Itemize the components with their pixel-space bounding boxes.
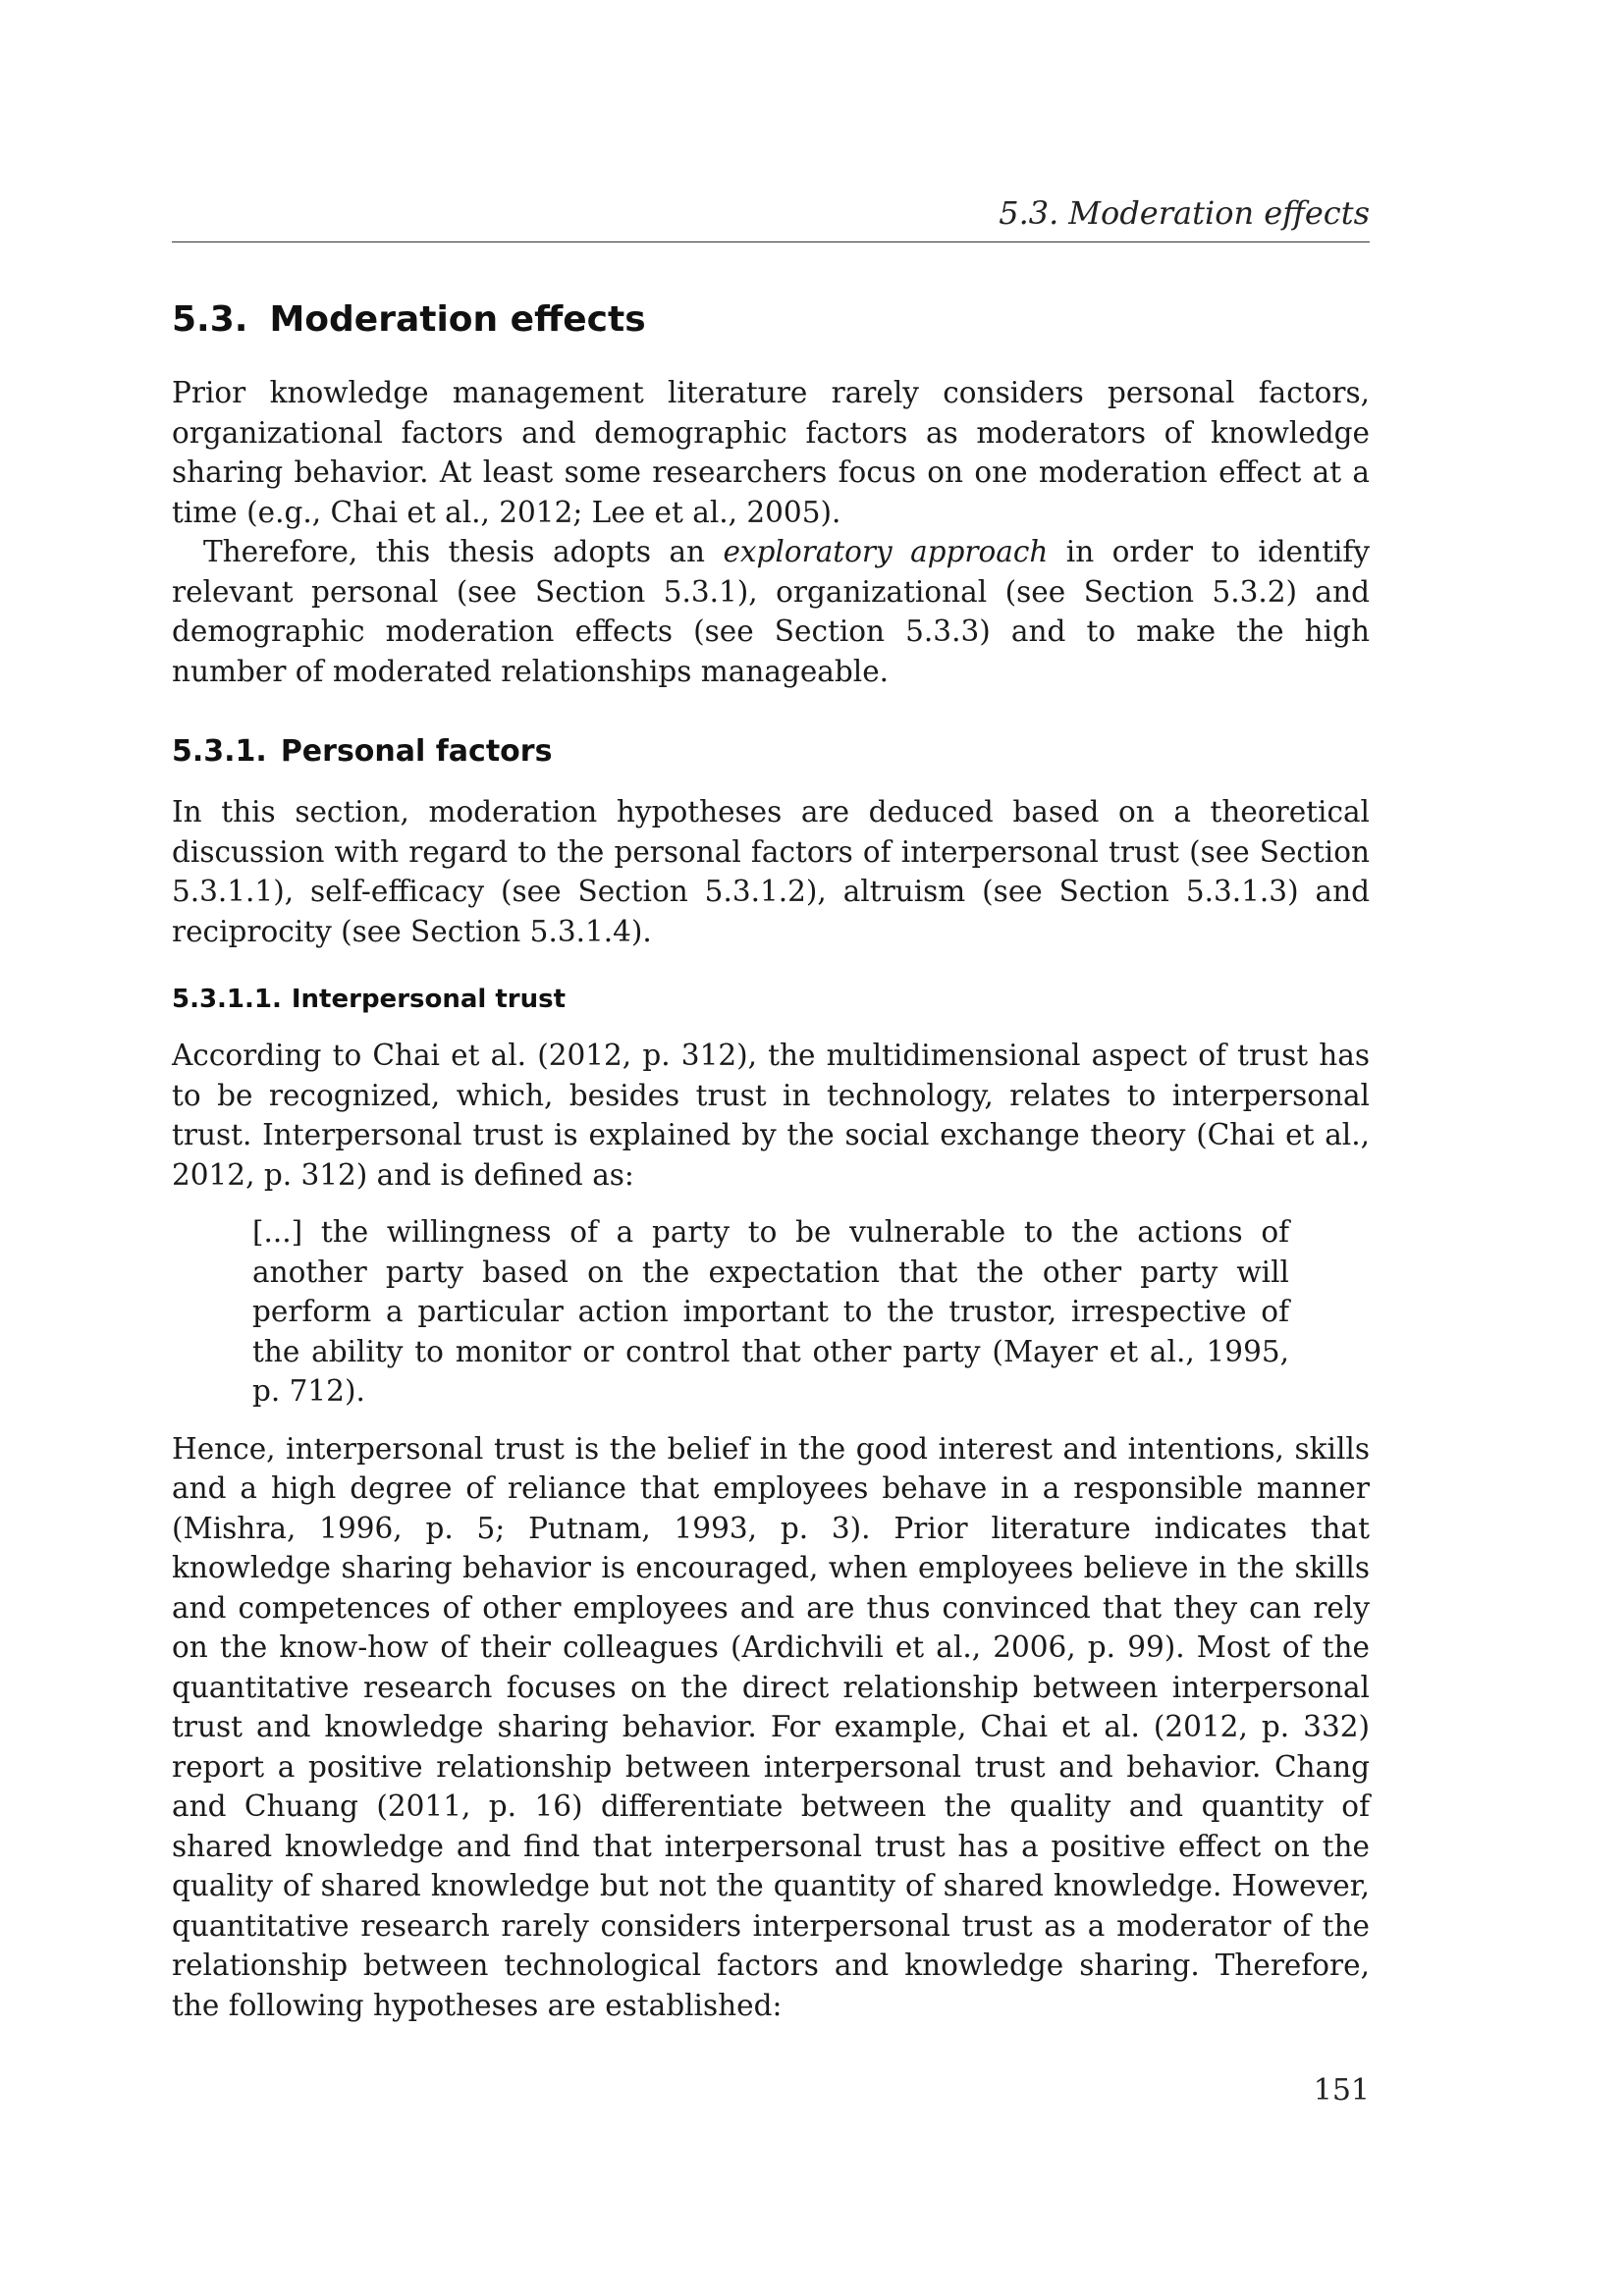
- book-page: [172, 0, 1370, 2296]
- subsubsection-paragraph-2: Hence, interpersonal trust is the belief in the good interest and intentions, skills and a high degree of reliance that employees behave in a responsible manner (Mishra, 1996, p. 5; Putnam, 1993, p. 3). Prior literature indicates that knowledge sharing behavior is encouraged, when employees believe in the skills and competences of other employees and are thus convinced that they can rely on the know-how of their colleagues (Ardichvili et al., 2006, p. 99). Most of the quantitative research focuses on the direct relationship between interpersonal trust and knowledge sharing behavior. For example, Chai et al. (2012, p. 332) report a positive relationship between interpersonal trust and behavior. Chang and Chuang (2011, p. 16) differentiate between the quality and quantity of shared knowledge and find that interpersonal trust has a positive effect on the quality of shared knowledge but not the quantity of shared knowledge. However, quantitative research rarely considers interpersonal trust as a moderator of the relationship between technological factors and knowledge sharing. Therefore, the following hypotheses are established:: [172, 1431, 1370, 2022]
- running-head-number: 5.3.: [999, 194, 1059, 232]
- page-body: [172, 299, 1370, 2025]
- subsubsection-title: Interpersonal trust: [291, 985, 567, 1014]
- running-head-title: Moderation effects: [1068, 194, 1370, 232]
- quote-text: [...] the willingness of a party to be vulnerable to the actions of another party based on the expectation that the other party will perform a particular action important to the trustor, irrespective of the ability to monitor or control that other party (Mayer et al., 1995, p. 712).: [252, 1215, 1289, 1408]
- header-rule: [172, 241, 1370, 242]
- page-number: 151: [1313, 2073, 1370, 2108]
- section-paragraph-1: Prior knowledge management literature rarely considers personal factors, organizational factors and demographic factors as moderators of knowledge sharing behavior. At least some researchers focus on one moderation effect at a time (e.g., Chai et al., 2012; Lee et al., 2005).: [172, 376, 1370, 529]
- running-head: [999, 194, 1370, 232]
- section-heading: [172, 299, 1370, 340]
- section-paragraph-2-end: in order to identify relevant personal (see Section 5.3.1), organizational (see Section 5.3.2) and demographic moderation effects (see Section 5.3.3) and to make the high number of moderated relationships manageable.: [172, 535, 1370, 688]
- section-paragraph-2: [172, 532, 1370, 691]
- subsubsection-paragraph-1: According to Chai et al. (2012, p. 312), the multidimensional aspect of trust has to be recognized, which, besides trust in technology, relates to interpersonal trust. Interpersonal trust is explained by the social exchange theory (Chai et al., 2012, p. 312) and is defined as:: [172, 1039, 1370, 1192]
- subsection-heading: [172, 734, 1370, 769]
- definition-quote: [252, 1212, 1289, 1412]
- section-title: Moderation effects: [269, 299, 646, 340]
- emphasis-exploratory-approach: exploratory approach: [723, 535, 1049, 568]
- subsection-title: Personal factors: [280, 734, 553, 769]
- subsection-paragraph-1: In this section, moderation hypotheses are deduced based on a theoretical discussion with regard to the personal factors of interpersonal trust (see Section 5.3.1.1), self-efficacy (see Section 5.3.1.2), altruism (see Section 5.3.1.3) and reciprocity (see Section 5.3.1.4).: [172, 795, 1370, 948]
- subsection-number: 5.3.1.: [172, 734, 267, 769]
- section-number: 5.3.: [172, 299, 248, 340]
- section-paragraph-2-start: Therefore, this thesis adopts an: [203, 535, 724, 568]
- subsubsection-number: 5.3.1.1.: [172, 985, 282, 1014]
- subsubsection-heading: [172, 985, 1370, 1014]
